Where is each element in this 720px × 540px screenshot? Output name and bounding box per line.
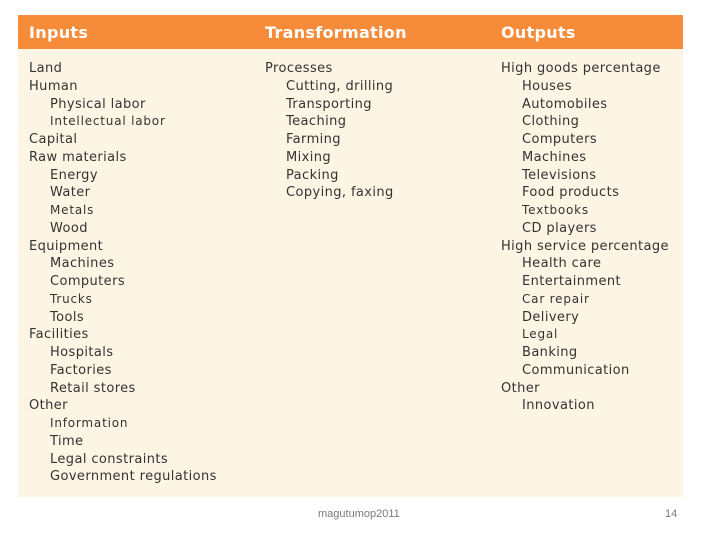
inputs-list-item: Information bbox=[50, 416, 129, 430]
inputs-list-item: Legal constraints bbox=[50, 451, 169, 467]
inputs-list-item: Intellectual labor bbox=[50, 114, 166, 129]
outputs-list-item: High service percentage bbox=[501, 238, 669, 254]
outputs-list-item: Clothing bbox=[522, 114, 580, 130]
inputs-list bbox=[29, 60, 217, 486]
outputs-list-item: Other bbox=[501, 380, 540, 396]
outputs-list-item: Automobiles bbox=[522, 96, 608, 112]
outputs-list-item: Health care bbox=[522, 256, 602, 272]
inputs-list-item: Factories bbox=[50, 362, 112, 378]
header-outputs: Outputs bbox=[501, 23, 576, 42]
inputs-list-item: Raw materials bbox=[29, 149, 127, 165]
outputs-list-item: Delivery bbox=[522, 309, 580, 325]
header-inputs: Inputs bbox=[29, 23, 89, 42]
inputs-list-item: Facilities bbox=[29, 327, 89, 343]
transformation-list-item: Mixing bbox=[286, 149, 332, 165]
inputs-list-item: Tools bbox=[50, 309, 85, 325]
inputs-list-item: Human bbox=[29, 78, 78, 94]
outputs-list-item: Legal bbox=[522, 327, 559, 342]
inputs-list-item: Time bbox=[50, 433, 84, 449]
outputs-list-item: Innovation bbox=[522, 398, 595, 414]
outputs-list-item: High goods percentage bbox=[501, 61, 661, 76]
outputs-list-item: Televisions bbox=[522, 167, 597, 183]
table-header-bar bbox=[18, 15, 683, 49]
inputs-list-item: Trucks bbox=[50, 291, 93, 306]
outputs-list bbox=[501, 60, 669, 415]
inputs-list-item: Other bbox=[29, 398, 68, 414]
inputs-list-item: Equipment bbox=[29, 238, 104, 254]
inputs-list-item: Wood bbox=[50, 220, 88, 236]
outputs-list-item: Textbooks bbox=[522, 203, 589, 217]
outputs-list-item: Banking bbox=[522, 345, 578, 360]
transformation-list-item: Cutting, drilling bbox=[286, 78, 394, 94]
outputs-list-item: Computers bbox=[522, 132, 597, 147]
outputs-list-item: Food products bbox=[522, 185, 620, 201]
inputs-list-item: Capital bbox=[29, 132, 78, 147]
outputs-list-item: Entertainment bbox=[522, 274, 622, 289]
outputs-list-item: Machines bbox=[522, 149, 587, 165]
inputs-list-item: Metals bbox=[50, 203, 95, 217]
inputs-list-item: Retail stores bbox=[50, 380, 136, 396]
header-transformation: Transformation bbox=[265, 23, 407, 42]
inputs-list-item: Energy bbox=[50, 167, 98, 183]
transformation-list-item: Transporting bbox=[286, 96, 372, 112]
transformation-list-item: Farming bbox=[286, 132, 341, 147]
outputs-list-item: Houses bbox=[522, 78, 572, 94]
inputs-list-item: Government regulations bbox=[50, 469, 217, 485]
transformation-list-item: Packing bbox=[286, 167, 339, 183]
inputs-list-item: Physical labor bbox=[50, 96, 146, 112]
transformation-list bbox=[265, 60, 394, 202]
footer-source: magutumop2011 bbox=[318, 508, 400, 520]
inputs-list-item: Hospitals bbox=[50, 345, 114, 360]
inputs-list-item: Machines bbox=[50, 256, 115, 272]
transformation-list-item: Copying, faxing bbox=[286, 185, 394, 201]
transformation-list-item: Processes bbox=[265, 61, 333, 76]
inputs-list-item: Water bbox=[50, 185, 91, 201]
outputs-list-item: Car repair bbox=[522, 291, 590, 306]
page-number: 14 bbox=[665, 508, 678, 520]
transformation-list-item: Teaching bbox=[286, 114, 347, 130]
outputs-list-item: Communication bbox=[522, 362, 630, 378]
io-table bbox=[18, 15, 683, 497]
outputs-list-item: CD players bbox=[522, 220, 597, 236]
inputs-list-item: Computers bbox=[50, 274, 125, 289]
inputs-list-item: Land bbox=[29, 61, 63, 76]
